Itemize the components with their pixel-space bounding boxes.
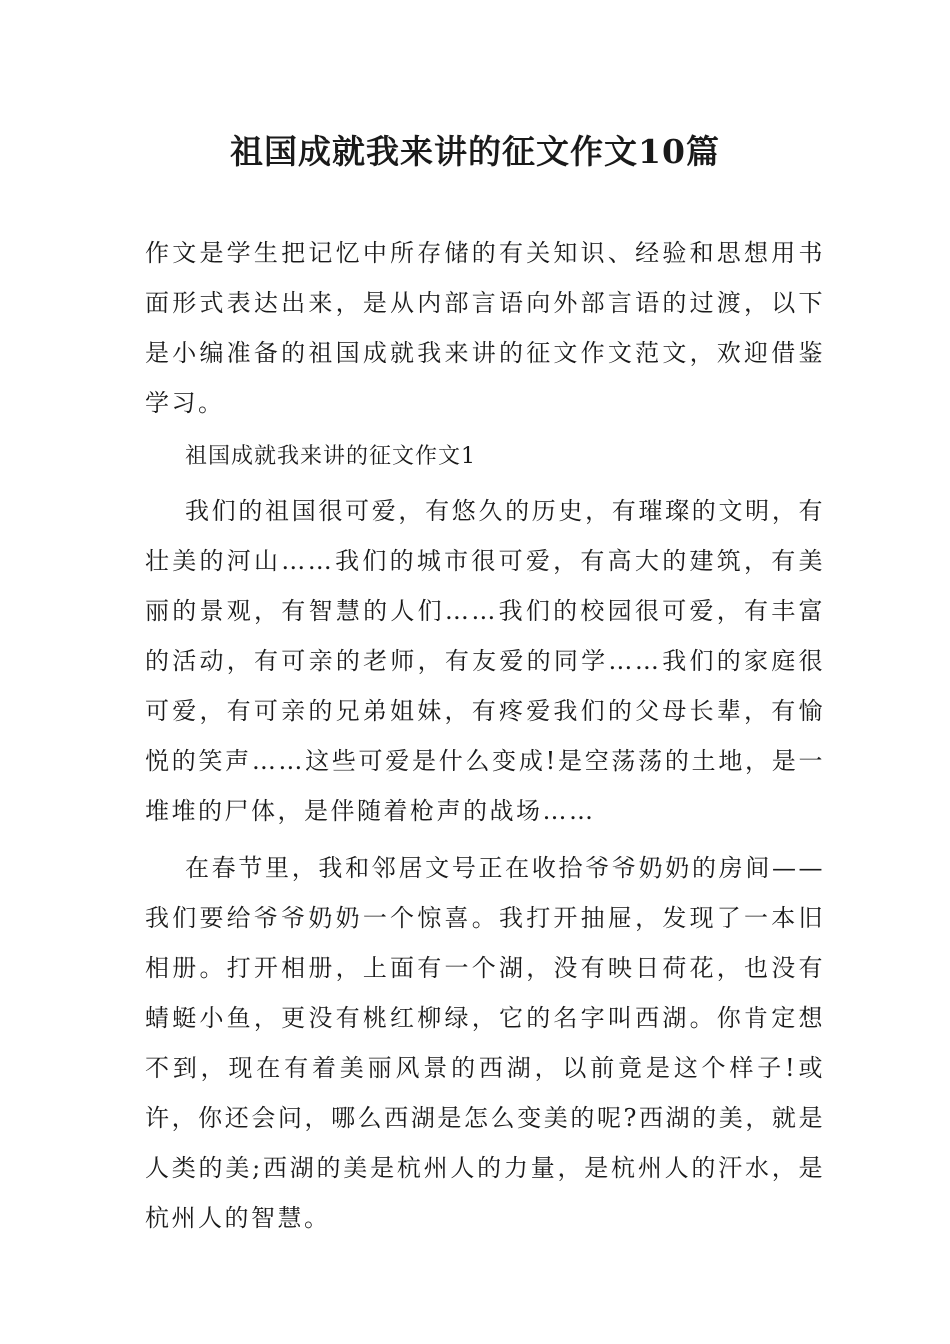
document-title: 祖国成就我来讲的征文作文10篇	[230, 132, 720, 171]
document-body	[145, 228, 825, 1250]
body-paragraph: 我们的祖国很可爱，有悠久的历史，有璀璨的文明，有壮美的河山……我们的城市很可爱，有高大的建筑，有美丽的景观，有智慧的人们……我们的校园很可爱，有丰富的活动，有可亲的老师，有友爱的同学……我们的家庭很可爱，有可亲的兄弟姐妹，有疼爱我们的父母长辈，有愉悦的笑声……这些可爱是什么变成!是空荡荡的土地，是一堆堆的尸体，是伴随着枪声的战场……	[145, 497, 825, 825]
intro-paragraph: 作文是学生把记忆中所存储的有关知识、经验和思想用书面形式表达出来，是从内部言语向外部言语的过渡，以下是小编准备的祖国成就我来讲的征文作文范文，欢迎借鉴学习。	[145, 239, 825, 417]
section-heading: 祖国成就我来讲的征文作文1	[185, 444, 476, 469]
body-paragraph: 在春节里，我和邻居文号正在收拾爷爷奶奶的房间——我们要给爷爷奶奶一个惊喜。我打开抽屉，发现了一本旧相册。打开相册，上面有一个湖，没有映日荷花，也没有蜻蜓小鱼，更没有桃红柳绿，它的名字叫西湖。你肯定想不到，现在有着美丽风景的西湖，以前竟是这个样子!或许，你还会问，哪么西湖是怎么变美的呢?西湖的美，就是人类的美;西湖的美是杭州人的力量，是杭州人的汗水，是杭州人的智慧。	[145, 854, 825, 1232]
